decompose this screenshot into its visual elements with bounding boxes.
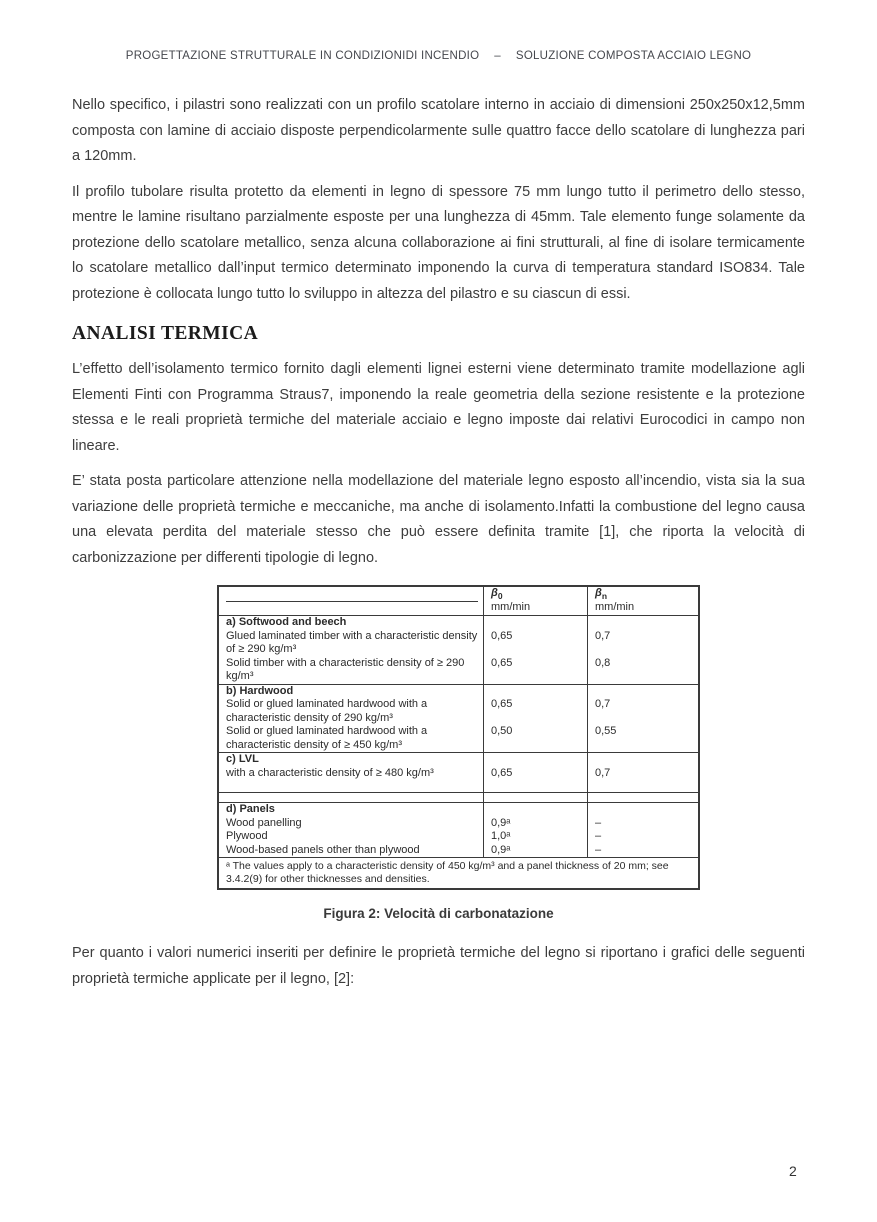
row-beta0-value: 0,65 bbox=[484, 657, 588, 685]
section-title: b) Hardwood bbox=[218, 684, 484, 698]
section-title: d) Panels bbox=[218, 803, 484, 817]
row-label: Wood-based panels other than plywood bbox=[226, 843, 420, 856]
section-b-title-row bbox=[218, 684, 699, 698]
paragraph-5: Per quanto i valori numerici inseriti per definire le proprietà termiche del legno si riportano i grafici delle seguenti proprietà termiche applicate per il legno, [2]: bbox=[72, 945, 805, 987]
row-beta0-value: 0,50 bbox=[484, 725, 588, 753]
figure-caption: Figura 2: Velocità di carbonatazione bbox=[323, 906, 554, 921]
section-a-title-row bbox=[218, 616, 699, 630]
table-row bbox=[218, 844, 699, 858]
row-label: Solid or glued laminated hardwood with a characteristic density of 290 kg/m³ bbox=[226, 698, 428, 724]
table-footnote-row bbox=[218, 858, 699, 890]
table-header-row bbox=[218, 586, 699, 616]
page-number: 2 bbox=[789, 1163, 797, 1179]
table-row bbox=[218, 630, 699, 657]
section-d-title-row bbox=[218, 803, 699, 817]
row-label: Glued laminated timber with a characteristic density of ≥ 290 kg/m³ bbox=[226, 629, 478, 655]
section-c-title-row bbox=[218, 753, 699, 767]
table-footnote: ᵃ The values apply to a characteristic density of 450 kg/m³ and a panel thickness of 20 mm; see 3.4.2(9) for other thicknesses and densities. bbox=[218, 858, 699, 890]
row-beta0-value: 0,9ᵃ bbox=[484, 844, 588, 858]
figure-2 bbox=[72, 585, 805, 921]
beta0-symbol: $\beta_0$ bbox=[491, 587, 503, 602]
carbonisation-rate-table bbox=[217, 585, 700, 890]
table-header-betan bbox=[588, 586, 700, 616]
row-beta0-value: 0,65 bbox=[484, 630, 588, 657]
running-header-dash: – bbox=[494, 50, 501, 62]
paragraph-3: L’effetto dell’isolamento termico fornito dagli elementi lignei esterni viene determinato tramite modellazione agli Elementi Finti con Programma Straus7, imponendo la reale geometria della sezione resistente e la protezione stessa e le reali proprietà termiche del materiale acciaio e legno imposte dai relativi Eurocodici in campo non lineare. bbox=[72, 361, 805, 454]
beta0-unit: mm/min bbox=[491, 601, 531, 613]
paragraph-2: Il profilo tubolare risulta protetto da elementi in legno di spessore 75 mm lungo tutto il perimetro dello stesso, mentre le lamine risultano parzialmente esposte per una lunghezza di 45mm. Tale elemento funge solamente da protezione dello scatolare metallico, senza alcuna collaborazione ai fini strutturali, al fine di isolare termicamente lo scatolare metallico dall’input termico determinato imponendo la curva di temperatura standard ISO834. Tale protezione è collocata lungo tutto lo sviluppo in altezza del pilastro e su ciascun di essi. bbox=[72, 183, 805, 302]
row-label: Solid or glued laminated hardwood with a characteristic density of ≥ 450 kg/m³ bbox=[226, 725, 428, 751]
row-betan-value: – bbox=[588, 817, 700, 831]
row-betan-value: – bbox=[588, 844, 700, 858]
spacer-row bbox=[218, 793, 699, 803]
running-header bbox=[0, 0, 877, 62]
row-betan-value: 0,55 bbox=[588, 725, 700, 753]
section-heading: ANALISI TERMICA bbox=[72, 323, 259, 344]
row-beta0-value: 1,0ᵃ bbox=[484, 830, 588, 844]
betan-symbol: $\beta_n$ bbox=[595, 587, 608, 602]
row-betan-value: 0,7 bbox=[588, 698, 700, 725]
running-header-right: SOLUZIONE COMPOSTA ACCIAIO LEGNO bbox=[515, 50, 752, 62]
row-betan-value: – bbox=[588, 830, 700, 844]
table-row bbox=[218, 698, 699, 725]
header-split-line bbox=[226, 587, 478, 602]
row-label: with a characteristic density of ≥ 480 kg/m³ bbox=[226, 766, 434, 779]
table-row bbox=[218, 725, 699, 753]
table-row bbox=[218, 767, 699, 793]
table-header-beta0 bbox=[484, 586, 588, 616]
row-label: Wood panelling bbox=[226, 816, 302, 829]
running-header-left: PROGETTAZIONE STRUTTURALE IN CONDIZIONIDI INCENDIO bbox=[125, 50, 480, 62]
row-label: Plywood bbox=[226, 830, 268, 842]
page-content bbox=[0, 93, 877, 992]
table-row bbox=[218, 817, 699, 831]
row-beta0-value: 0,9ᵃ bbox=[484, 817, 588, 831]
row-betan-value: 0,7 bbox=[588, 630, 700, 657]
row-betan-value: 0,8 bbox=[588, 657, 700, 685]
section-title: c) LVL bbox=[218, 753, 484, 767]
betan-unit: mm/min bbox=[595, 601, 635, 613]
section-title: a) Softwood and beech bbox=[218, 616, 484, 630]
row-beta0-value: 0,65 bbox=[484, 698, 588, 725]
row-beta0-value: 0,65 bbox=[484, 767, 588, 793]
row-label: Solid timber with a characteristic density of ≥ 290 kg/m³ bbox=[226, 656, 465, 682]
row-betan-value: 0,7 bbox=[588, 767, 700, 793]
paragraph-4: E’ stata posta particolare attenzione nella modellazione del materiale legno esposto all’incendio, vista sia la sua variazione delle proprietà termiche e meccaniche, ma anche di isolamento.Infatti la combustione del legno causa una elevata perdita del materiale stesso che può essere definita tramite [1], che riporta la velocità di carbonizzazione per differenti tipologie di legno. bbox=[72, 473, 805, 566]
paragraph-1: Nello specifico, i pilastri sono realizzati con un profilo scatolare interno in acciaio di dimensioni 250x250x12,5mm composta con lamine di acciaio disposte perpendicolarmente sulle quattro facce dello scatolare di lunghezza pari a 120mm. bbox=[72, 97, 805, 164]
table-row bbox=[218, 830, 699, 844]
table-row bbox=[218, 657, 699, 685]
table-header-empty-cell bbox=[218, 586, 484, 616]
